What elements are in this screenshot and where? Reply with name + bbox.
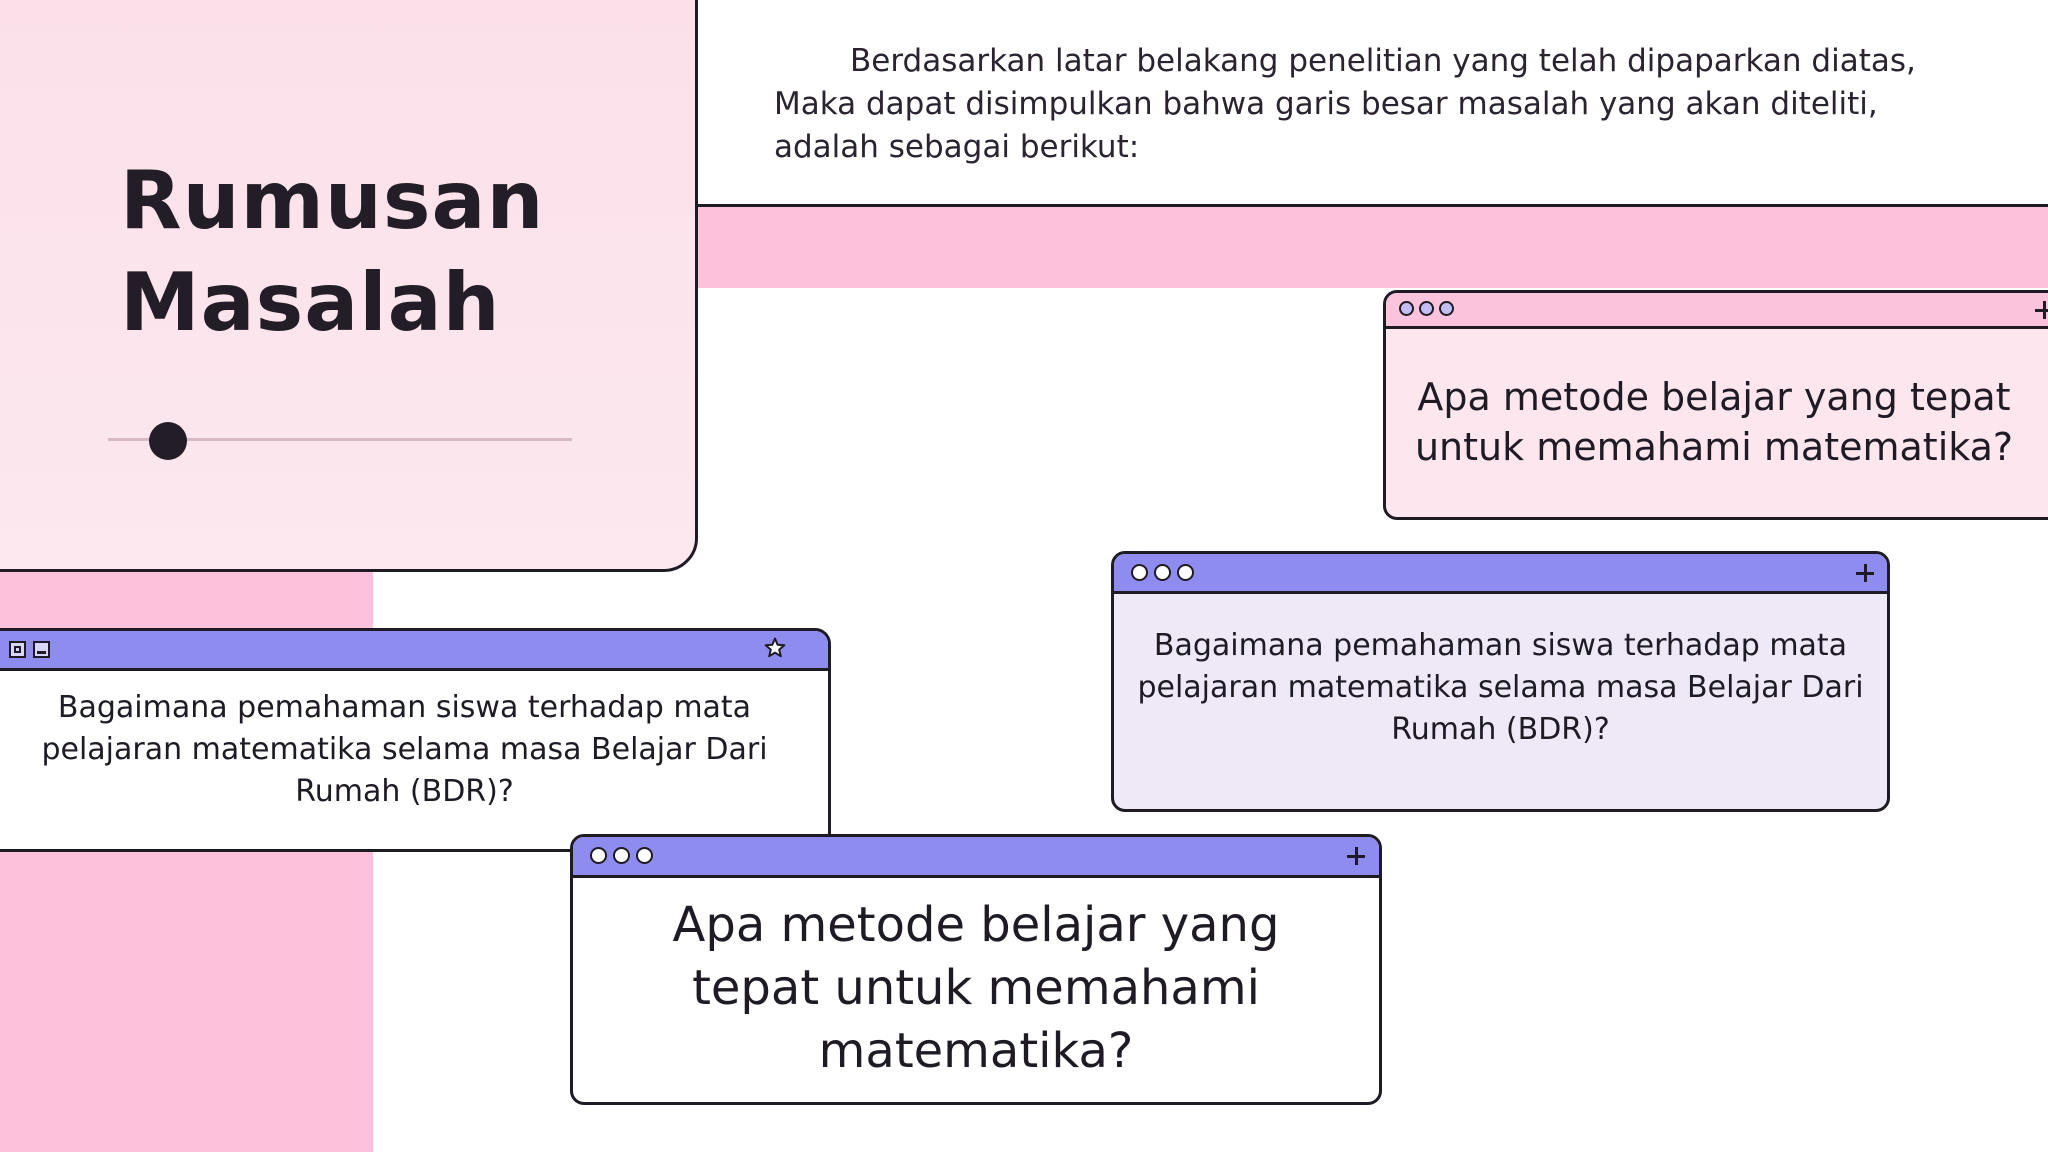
page-title-line-2: Masalah <box>120 256 501 349</box>
star-icon[interactable] <box>763 636 787 660</box>
window-body <box>1114 591 1887 785</box>
window-dot <box>1154 564 1171 581</box>
question-text: Apa metode belajar yang tepat untuk memahami matematika? <box>1414 374 2014 469</box>
plus-icon[interactable] <box>2035 301 2048 319</box>
window-dot <box>1131 564 1148 581</box>
window-dot <box>636 847 653 864</box>
page-title-line-1: Rumusan <box>120 154 545 247</box>
question-text: Apa metode belajar yang tepat untuk memahami matematika? <box>672 897 1280 1079</box>
intro-line-3: adalah sebagai berikut: <box>774 129 1140 165</box>
window-dot <box>613 847 630 864</box>
window-title-bar <box>1114 554 1887 594</box>
plus-icon[interactable] <box>1856 564 1874 582</box>
window-body <box>573 875 1379 1102</box>
intro-line-1-wrap <box>774 40 2004 83</box>
window-dot <box>1177 564 1194 581</box>
intro-paragraph <box>774 40 2004 169</box>
window-title-bar <box>1386 293 2048 329</box>
pink-header-band <box>697 206 2048 288</box>
question-window-bottom <box>570 834 1382 1105</box>
question-window-middle <box>1111 551 1890 812</box>
page-title <box>120 150 640 354</box>
question-text: Bagaimana pemahaman siswa terhadap mata pelajaran matematika selama masa Belajar Dari Rumah (BDR)? <box>1137 628 1864 747</box>
window-body <box>1386 326 2042 517</box>
question-window-left <box>0 628 831 852</box>
slider-knob[interactable] <box>149 422 187 460</box>
plus-icon[interactable] <box>1347 847 1365 865</box>
window-dot <box>1419 301 1434 316</box>
window-title-bar <box>573 837 1379 878</box>
minimize-icon[interactable] <box>33 641 50 658</box>
header-divider <box>697 204 2048 207</box>
question-window-top-right <box>1383 290 2048 520</box>
window-body <box>0 668 828 831</box>
window-dot <box>1399 301 1414 316</box>
window-dot <box>590 847 607 864</box>
restore-icon[interactable] <box>9 641 26 658</box>
three-dots-icon[interactable] <box>1131 564 1194 581</box>
intro-line-1: Berdasarkan latar belakang penelitian yang telah dipaparkan diatas, <box>850 43 1916 79</box>
question-text: Bagaimana pemahaman siswa terhadap mata pelajaran matematika selama masa Belajar Dari Rumah (BDR)? <box>41 689 768 809</box>
intro-line-2: Maka dapat disimpulkan bahwa garis besar masalah yang akan diteliti, <box>774 86 1878 122</box>
window-title-bar <box>0 631 828 671</box>
three-dots-icon[interactable] <box>1399 301 1454 316</box>
window-dot <box>1439 301 1454 316</box>
three-dots-icon[interactable] <box>590 847 653 864</box>
